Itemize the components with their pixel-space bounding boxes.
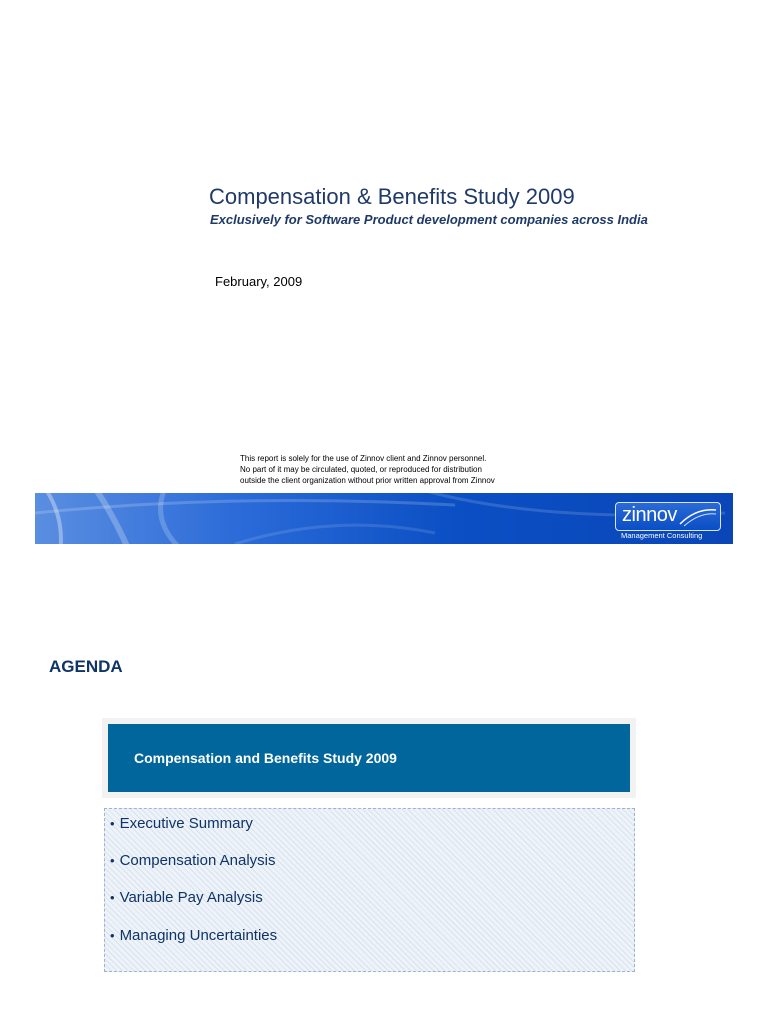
bullet-icon: •	[110, 853, 115, 868]
report-date: February, 2009	[215, 274, 303, 289]
agenda-item	[110, 927, 277, 944]
brand-banner	[35, 493, 733, 544]
agenda-item	[110, 815, 253, 832]
agenda-header-box	[108, 724, 630, 792]
disclaimer-note	[240, 453, 495, 486]
logo-wordmark: zinnov	[622, 504, 677, 526]
report-subtitle: Exclusively for Software Product development companies across India	[210, 212, 648, 227]
logo-tagline: Management Consulting	[621, 531, 703, 540]
agenda-header-label: Compensation and Benefits Study 2009	[134, 750, 397, 766]
agenda-heading: AGENDA	[49, 657, 123, 676]
agenda-list	[104, 808, 635, 972]
disclaimer-line: This report is solely for the use of Zinnov client and Zinnov personnel.	[240, 454, 487, 463]
disclaimer-line: No part of it may be circulated, quoted, or reproduced for distribution	[240, 465, 482, 474]
report-title: Compensation & Benefits Study 2009	[209, 184, 575, 209]
bullet-icon: •	[110, 816, 115, 831]
agenda-item	[110, 852, 275, 869]
disclaimer-line: outside the client organization without prior written approval from Zinnov	[240, 476, 495, 485]
logo-swirl-icon	[678, 504, 718, 528]
agenda-item-label: Executive Summary	[119, 815, 253, 832]
bullet-icon: •	[110, 928, 115, 943]
bullet-icon: •	[110, 890, 115, 905]
agenda-item-label: Variable Pay Analysis	[119, 889, 263, 906]
agenda-item-label: Compensation Analysis	[119, 852, 276, 869]
zinnov-logo	[615, 502, 721, 531]
agenda-item	[110, 889, 263, 906]
agenda-item-label: Managing Uncertainties	[119, 927, 278, 944]
